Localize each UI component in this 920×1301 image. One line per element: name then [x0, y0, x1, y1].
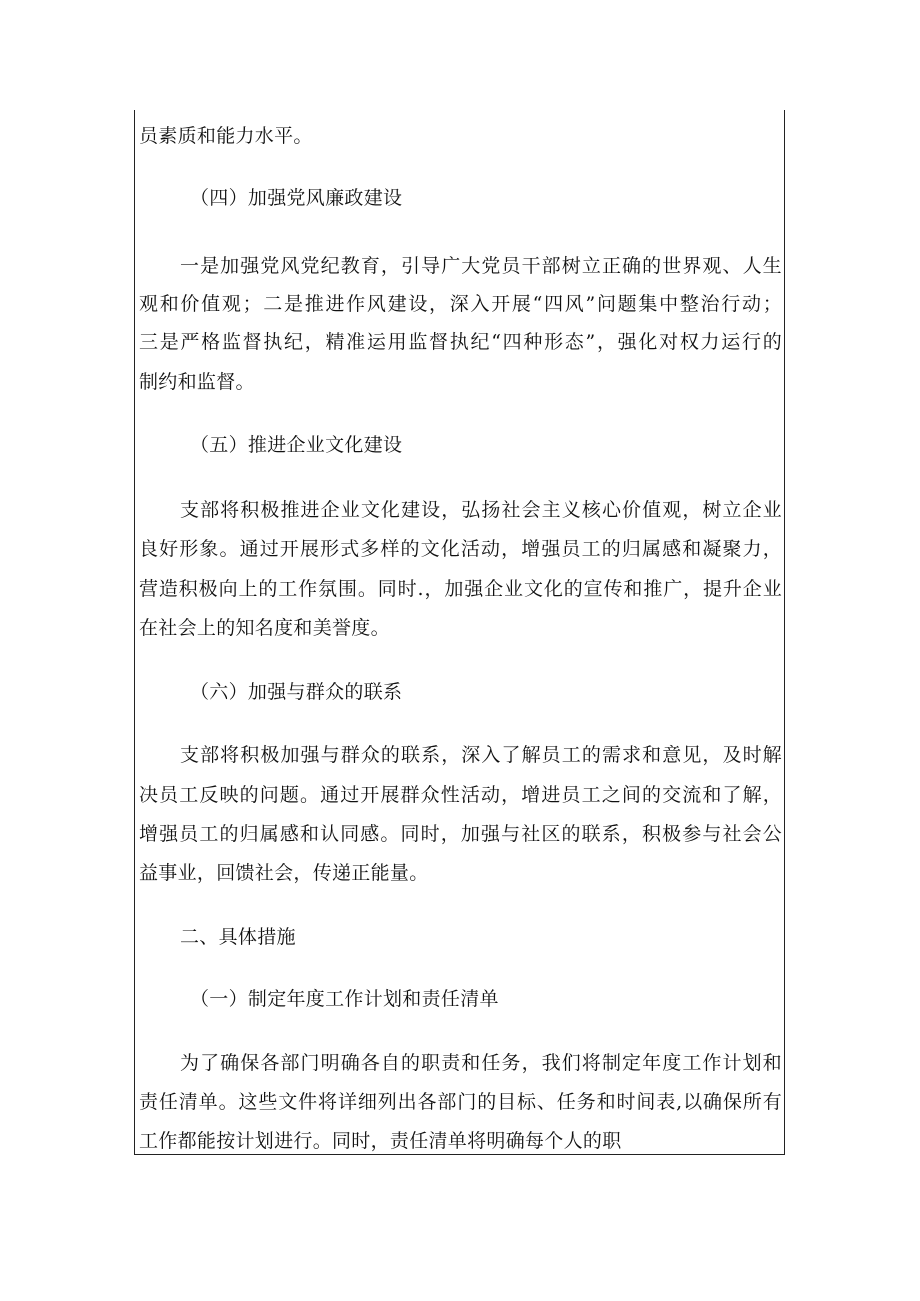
section5-line-3: 营造积极向上的工作氛围。同时.，加强企业文化的宣传和推广，提升企业: [139, 578, 782, 600]
section6-line-2: 决员工反映的问题。通过开展群众性活动，增进员工之间的交流和了解，: [139, 784, 782, 806]
part2-sub1-heading: （一）制定年度工作计划和责任清单: [190, 988, 499, 1010]
part2-sub1-line-3: 工作都能按计划进行。同时，责任清单将明确每个人的职: [139, 1130, 622, 1152]
section5-line-4: 在社会上的知名度和美誉度。: [139, 617, 390, 639]
section5-heading: （五）推进企业文化建设: [190, 434, 403, 456]
section6-line-4: 益事业，回馈社会，传递正能量。: [139, 862, 429, 884]
part2-sub1-line-2: 责任清单。这些文件将详细列出各部门的目标、任务和时间表,以确保所有: [139, 1091, 782, 1113]
section6-heading: （六）加强与群众的联系: [190, 681, 403, 703]
section6-line-1: 支部将积极加强与群众的联系，深入了解员工的需求和意见，及时解: [180, 744, 782, 766]
section4-line-2: 观和价值观；二是推进作风建设，深入开展“四风”问题集中整治行动；: [139, 293, 782, 315]
section4-line-1: 一是加强党风党纪教育，引导广大党员干部树立正确的世界观、人生: [180, 255, 782, 277]
section4-heading: （四）加强党风廉政建设: [190, 187, 403, 209]
section5-line-2: 良好形象。通过开展形式多样的文化活动，增强员工的归属感和凝聚力，: [139, 538, 782, 560]
section5-line-1: 支部将积极推进企业文化建设，弘扬社会主义核心价值观，树立企业: [180, 499, 782, 521]
continuation-line: 员素质和能力水平。: [139, 125, 313, 147]
section6-line-3: 增强员工的归属感和认同感。同时，加强与社区的联系，积极参与社会公: [139, 823, 782, 845]
part2-sub1-line-1: 为了确保各部门明确各自的职责和任务，我们将制定年度工作计划和: [180, 1052, 782, 1074]
section4-line-4: 制约和监督。: [139, 371, 255, 393]
section4-line-3: 三是严格监督执纪，精准运用监督执纪“四种形态”，强化对权力运行的: [139, 331, 782, 353]
part2-heading: 二、具体措施: [180, 926, 296, 948]
